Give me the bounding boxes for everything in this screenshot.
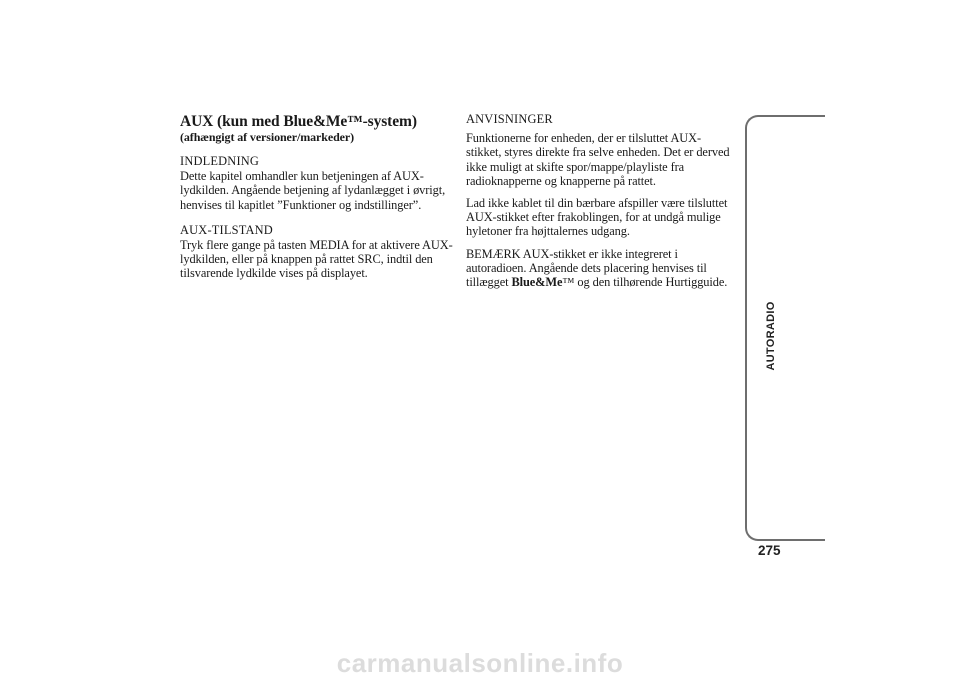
note-text-start: BEMÆRK AUX-stikket er ikke integreret i autoradioen. Angående dets placering henvises til tillægget bbox=[466, 246, 707, 290]
section-text-introduction: Dette kapitel omhandler kun betjeningen af AUX-lydkilden. Angående betjening af lydanlægget i øvrigt, henvises til kapitlet ”Funktioner og indstillinger”. bbox=[180, 169, 446, 212]
watermark-text: carmanualsonline.info bbox=[336, 648, 624, 678]
page-title: AUX (kun med Blue&Me™-system) bbox=[180, 113, 417, 130]
chapter-side-tab bbox=[745, 115, 825, 541]
instructions-paragraph-3 bbox=[466, 247, 736, 290]
blue-me-brand-text: Blue&Me bbox=[511, 275, 563, 290]
right-column bbox=[466, 112, 736, 297]
page-subtitle: (afhængigt af versioner/markeder) bbox=[180, 130, 354, 144]
section-heading-introduction: INDLEDNING bbox=[180, 154, 260, 168]
instructions-paragraph-2: Lad ikke kablet til din bærbare afspiller være tilsluttet AUX-stikket efter frakoblingen, for at undgå mulige hyletoner fra højttalernes udgang. bbox=[466, 196, 728, 239]
chapter-tab-label: AUTORADIO bbox=[765, 301, 777, 371]
section-heading-aux-mode: AUX-TILSTAND bbox=[180, 222, 273, 237]
section-text-aux-mode: Tryk flere gange på tasten MEDIA for at aktivere AUX-lydkilden, eller på knappen på rattet SRC, indtil den tilsvarende lydkilde vises på displayet. bbox=[180, 238, 453, 281]
page-number: 275 bbox=[758, 543, 781, 558]
left-column bbox=[180, 113, 456, 292]
section-heading-instructions: ANVISNINGER bbox=[466, 112, 553, 126]
instructions-paragraph-1: Funktionerne for enheden, der er tilsluttet AUX-stikket, styres direkte fra selve enheden. Det er derved ikke muligt at skifte spor/mappe/playliste fra radioknapperne og knapperne på rattet. bbox=[466, 131, 730, 188]
note-text-end: ™ og den tilhørende Hurtigguide. bbox=[562, 275, 728, 290]
